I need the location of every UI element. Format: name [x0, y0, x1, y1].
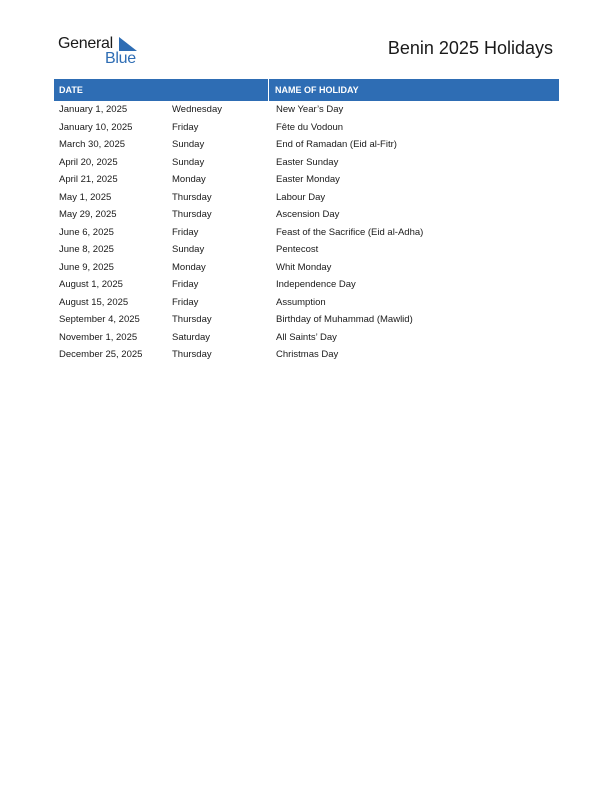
row-holiday-name: Labour Day: [276, 191, 326, 203]
row-day: Friday: [172, 279, 199, 290]
row-day: Monday: [172, 174, 206, 185]
holiday-table: [54, 79, 559, 364]
page-title: Benin 2025 Holidays: [387, 38, 553, 58]
row-date: August 1, 2025: [59, 279, 123, 290]
row-day: Thursday: [172, 209, 212, 220]
table-row: [54, 311, 559, 329]
row-holiday-name: Easter Sunday: [276, 156, 339, 168]
table-row: [54, 154, 559, 172]
table-header: [54, 79, 559, 101]
row-holiday-name: Easter Monday: [276, 174, 340, 185]
row-date: June 6, 2025: [59, 226, 114, 238]
row-date: December 25, 2025: [59, 349, 143, 360]
table-row: [54, 136, 559, 154]
table-row: [54, 259, 559, 277]
brand-word-blue: Blue: [105, 50, 136, 67]
row-day: Thursday: [172, 314, 212, 325]
table-row: [54, 119, 559, 137]
row-date: April 20, 2025: [59, 156, 118, 168]
row-date: May 29, 2025: [59, 209, 117, 220]
row-day: Friday: [172, 121, 199, 133]
row-holiday-name: Fête du Vodoun: [276, 121, 344, 133]
row-holiday-name: Ascension Day: [276, 209, 340, 220]
brand-word-general: General: [58, 35, 113, 52]
row-date: May 1, 2025: [59, 191, 112, 203]
table-row: [54, 171, 559, 189]
row-holiday-name: New Year’s Day: [276, 104, 344, 115]
row-day: Thursday: [172, 349, 212, 360]
row-holiday-name: Feast of the Sacrifice (Eid al-Adha): [276, 226, 424, 238]
header-date: DATE: [54, 79, 269, 101]
row-date: September 4, 2025: [59, 314, 140, 325]
row-date: November 1, 2025: [59, 331, 138, 343]
row-holiday-name: Assumption: [276, 296, 326, 308]
logo-triangle-icon: [119, 37, 137, 51]
row-holiday-name: Independence Day: [276, 279, 356, 290]
row-date: March 30, 2025: [59, 139, 126, 150]
row-date: January 10, 2025: [59, 121, 133, 133]
table-row: [54, 189, 559, 207]
row-date: January 1, 2025: [59, 104, 128, 115]
table-row: [54, 329, 559, 347]
row-holiday-name: Whit Monday: [276, 261, 332, 273]
row-holiday-name: All Saints’ Day: [276, 331, 337, 343]
table-row: [54, 206, 559, 224]
row-date: June 8, 2025: [59, 244, 114, 255]
header-holiday-name: NAME OF HOLIDAY: [275, 85, 359, 95]
row-date: June 9, 2025: [59, 261, 114, 273]
table-row: [54, 241, 559, 259]
row-holiday-name: End of Ramadan (Eid al-Fitr): [276, 139, 397, 150]
row-day: Monday: [172, 261, 206, 273]
row-day: Sunday: [172, 139, 205, 150]
row-day: Saturday: [172, 331, 211, 343]
row-date: August 15, 2025: [59, 296, 129, 308]
row-holiday-name: Pentecost: [276, 244, 319, 255]
brand-logo: [58, 34, 148, 68]
table-body: [54, 101, 559, 364]
row-day: Wednesday: [172, 104, 222, 115]
row-day: Friday: [172, 226, 199, 238]
table-row: [54, 346, 559, 364]
table-row: [54, 224, 559, 242]
table-row: [54, 101, 559, 119]
row-day: Thursday: [172, 191, 212, 203]
row-holiday-name: Birthday of Muhammad (Mawlid): [276, 314, 413, 325]
row-date: April 21, 2025: [59, 174, 118, 185]
row-day: Sunday: [172, 244, 205, 255]
row-holiday-name: Christmas Day: [276, 349, 339, 360]
row-day: Sunday: [172, 156, 205, 168]
table-row: [54, 276, 559, 294]
table-row: [54, 294, 559, 312]
row-day: Friday: [172, 296, 199, 308]
